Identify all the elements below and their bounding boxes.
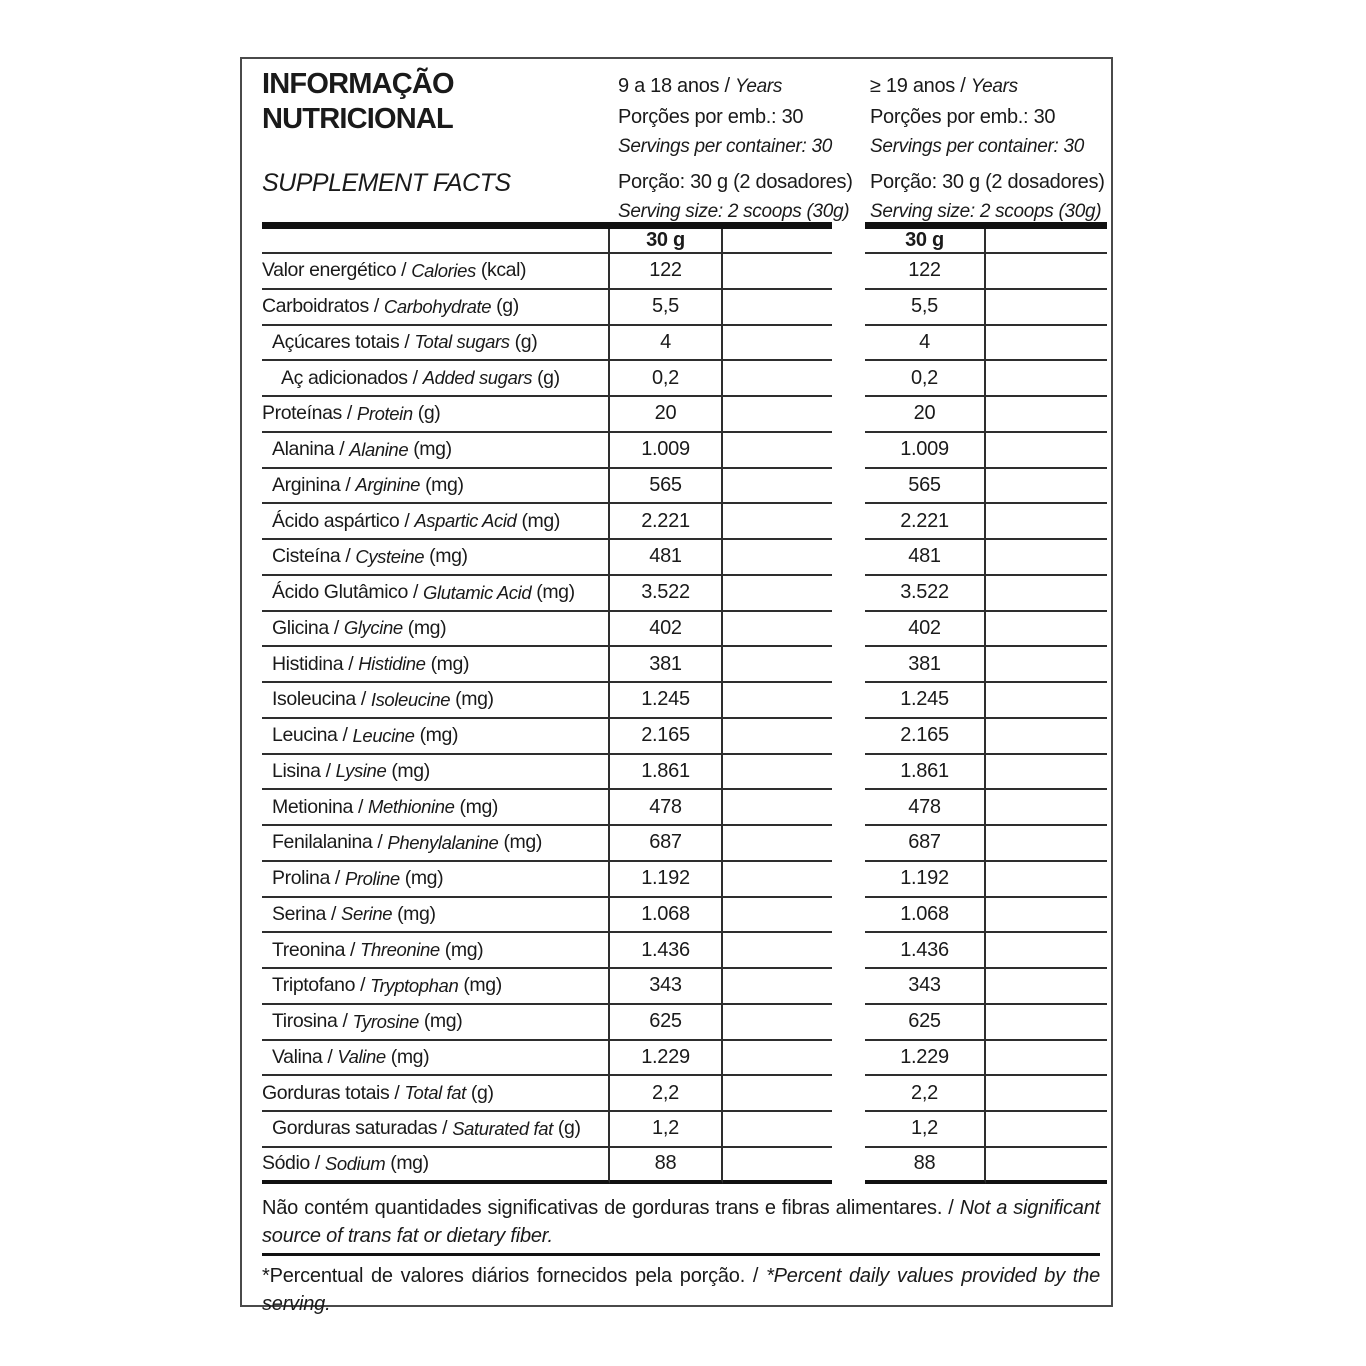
dv-cell-9-18 [723, 576, 832, 612]
nutrient-unit: (kcal) [480, 259, 527, 282]
table-header-row [262, 229, 1107, 254]
column-gap [832, 254, 865, 290]
table-row [262, 933, 1107, 969]
serving-size-pt: Porção: 30 g (2 dosadores) [618, 171, 853, 193]
nutrient-name-en: Glutamic Acid [423, 581, 532, 603]
dv-cell-9-18 [723, 826, 832, 862]
dv-cell-19plus [986, 576, 1107, 612]
column-gap [832, 612, 865, 648]
amount-cell-9-18: 4 [610, 326, 723, 362]
nutrient-name-pt: Valina / [272, 1045, 333, 1068]
nutrient-name-en: Leucine [352, 724, 415, 746]
nutrient-name-en: Methionine [368, 796, 455, 818]
table-row [262, 361, 1107, 397]
table-row [262, 683, 1107, 719]
dv-cell-9-18 [723, 397, 832, 433]
amount-cell-9-18: 1.192 [610, 862, 723, 898]
amount-cell-9-18: 1.068 [610, 898, 723, 934]
servings-per-container-pt: Porções por emb.: 30 [870, 106, 1056, 128]
amount-cell-19plus: 1.068 [865, 898, 986, 934]
table-row [262, 755, 1107, 791]
table-row [262, 290, 1107, 326]
column-gap [832, 647, 865, 683]
nutrient-name-pt: Açúcares totais / [272, 330, 410, 353]
nutrient-label [262, 1076, 610, 1112]
amount-cell-19plus: 625 [865, 1005, 986, 1041]
dv-cell-9-18 [723, 1148, 832, 1184]
amount-cell-9-18: 1.229 [610, 1041, 723, 1077]
amount-header-9-18: 30 g [610, 229, 723, 254]
serving-size-en: Serving size: 2 scoops (30g) [870, 201, 1102, 222]
table-row [262, 576, 1107, 612]
nutrient-unit: (mg) [423, 1010, 463, 1033]
nutrient-name-pt: Carboidratos / [262, 295, 379, 318]
column-gap [832, 1005, 865, 1041]
header-spacer [262, 229, 610, 254]
dv-cell-9-18 [723, 326, 832, 362]
dv-cell-19plus [986, 540, 1107, 576]
dv-cell-19plus [986, 647, 1107, 683]
dv-cell-9-18 [723, 612, 832, 648]
nutrient-label [262, 504, 610, 540]
amount-cell-19plus: 1.009 [865, 433, 986, 469]
column-gap [832, 1112, 865, 1148]
age-range-en: Years [970, 76, 1018, 97]
table-row [262, 254, 1107, 290]
column-gap [832, 719, 865, 755]
table-row [262, 1112, 1107, 1148]
nutrient-name-pt: Sódio / [262, 1152, 320, 1175]
table-row [262, 540, 1107, 576]
table-row [262, 612, 1107, 648]
column-gap [832, 397, 865, 433]
nutrient-unit: (mg) [419, 724, 459, 747]
nutrient-unit: (g) [514, 330, 538, 353]
amount-cell-19plus: 1.436 [865, 933, 986, 969]
nutrient-name-en: Added sugars [422, 367, 533, 389]
amount-cell-19plus: 4 [865, 326, 986, 362]
amount-cell-9-18: 687 [610, 826, 723, 862]
dv-cell-9-18 [723, 683, 832, 719]
nutrient-label [262, 683, 610, 719]
column-gap [832, 1076, 865, 1112]
age-range [618, 71, 868, 102]
age-range [870, 71, 1120, 102]
nutrient-label [262, 969, 610, 1005]
nutrient-name-pt: Alanina / [272, 438, 345, 461]
dv-cell-19plus [986, 1112, 1107, 1148]
dv-cell-19plus [986, 755, 1107, 791]
nutrient-name-en: Serine [341, 903, 393, 925]
dv-cell-9-18 [723, 540, 832, 576]
age-range-en: Years [735, 76, 783, 97]
nutrient-name-pt: Proteínas / [262, 402, 352, 425]
nutrient-unit: (g) [470, 1081, 494, 1104]
nutrient-unit: (mg) [503, 831, 542, 854]
table-row [262, 397, 1107, 433]
column-gap [832, 576, 865, 612]
nutrient-name-en: Protein [356, 402, 413, 424]
dv-cell-19plus [986, 862, 1107, 898]
nutrient-unit: (mg) [463, 974, 502, 997]
column-gap [832, 898, 865, 934]
dv-cell-19plus [986, 933, 1107, 969]
amount-cell-19plus: 1.245 [865, 683, 986, 719]
nutrient-label [262, 933, 610, 969]
panel-subtitle: SUPPLEMENT FACTS [262, 169, 511, 197]
serving-size-en: Serving size: 2 scoops (30g) [618, 201, 850, 222]
table-row [262, 790, 1107, 826]
dv-cell-9-18 [723, 862, 832, 898]
dv-cell-19plus [986, 433, 1107, 469]
amount-cell-9-18: 20 [610, 397, 723, 433]
nutrient-name-pt: Serina / [272, 902, 337, 925]
table-top-rule-right [865, 222, 1107, 229]
nutrition-facts-panel [240, 57, 1113, 1315]
amount-cell-9-18: 565 [610, 469, 723, 505]
dv-cell-9-18 [723, 898, 832, 934]
nutrient-unit: (mg) [397, 902, 436, 925]
amount-cell-9-18: 88 [610, 1148, 723, 1184]
age-group-9-18-header [618, 71, 868, 227]
dv-cell-19plus [986, 1148, 1107, 1184]
amount-cell-9-18: 343 [610, 969, 723, 1005]
amount-header-19plus: 30 g [865, 229, 986, 254]
table-row [262, 469, 1107, 505]
amount-cell-9-18: 3.522 [610, 576, 723, 612]
dv-cell-9-18 [723, 1005, 832, 1041]
dv-cell-19plus [986, 683, 1107, 719]
dv-cell-9-18 [723, 1076, 832, 1112]
nutrient-unit: (mg) [390, 1152, 429, 1175]
nutrient-name-en: Saturated fat [452, 1117, 553, 1139]
amount-cell-9-18: 478 [610, 790, 723, 826]
column-gap [832, 826, 865, 862]
table-row [262, 826, 1107, 862]
dv-cell-19plus [986, 1076, 1107, 1112]
nutrient-name-en: Carbohydrate [383, 295, 492, 317]
amount-cell-19plus: 1,2 [865, 1112, 986, 1148]
nutrient-name-pt: Lisina / [272, 759, 331, 782]
column-gap [832, 326, 865, 362]
footnote-percent-dv-pt: *Percentual de valores diários fornecidos pela porção. / [262, 1265, 759, 1287]
amount-cell-9-18: 2.165 [610, 719, 723, 755]
dv-cell-19plus [986, 326, 1107, 362]
nutrient-name-pt: Gorduras saturadas / [272, 1117, 448, 1140]
column-gap [832, 683, 865, 719]
amount-cell-9-18: 1,2 [610, 1112, 723, 1148]
serving-size-pt: Porção: 30 g (2 dosadores) [870, 171, 1105, 193]
nutrient-unit: (mg) [391, 759, 430, 782]
amount-cell-9-18: 625 [610, 1005, 723, 1041]
nutrient-label [262, 826, 610, 862]
dv-cell-19plus [986, 254, 1107, 290]
amount-cell-19plus: 5,5 [865, 290, 986, 326]
nutrient-label [262, 290, 610, 326]
nutrient-unit: (mg) [521, 509, 560, 532]
dv-cell-9-18 [723, 361, 832, 397]
panel-title [262, 67, 454, 137]
column-gap [832, 790, 865, 826]
amount-cell-19plus: 88 [865, 1148, 986, 1184]
nutrient-name-pt: Metionina / [272, 795, 363, 818]
table-row [262, 1076, 1107, 1112]
nutrient-label [262, 790, 610, 826]
nutrient-name-en: Total fat [404, 1082, 466, 1104]
amount-cell-19plus: 687 [865, 826, 986, 862]
amount-cell-9-18: 0,2 [610, 361, 723, 397]
dv-cell-19plus [986, 790, 1107, 826]
dv-header-19plus [986, 229, 1107, 254]
amount-cell-19plus: 3.522 [865, 576, 986, 612]
table-row [262, 504, 1107, 540]
nutrient-name-pt: Glicina / [272, 616, 339, 639]
amount-cell-9-18: 402 [610, 612, 723, 648]
amount-cell-9-18: 1.436 [610, 933, 723, 969]
table-row [262, 647, 1107, 683]
table-row [262, 719, 1107, 755]
servings-per-container-pt: Porções por emb.: 30 [618, 106, 804, 128]
amount-cell-19plus: 478 [865, 790, 986, 826]
nutrient-name-en: Tyrosine [352, 1010, 419, 1032]
nutrient-name-en: Lysine [335, 760, 387, 782]
nutrient-unit: (mg) [455, 688, 494, 711]
column-gap [832, 969, 865, 1005]
table-row [262, 1005, 1107, 1041]
nutrient-name-en: Aspartic Acid [414, 510, 517, 532]
footnote-no-significant-en: Not a significant source of trans fat or dietary fiber. [262, 1197, 1100, 1247]
table-row [262, 433, 1107, 469]
nutrient-label [262, 361, 610, 397]
amount-cell-19plus: 2,2 [865, 1076, 986, 1112]
dv-cell-9-18 [723, 433, 832, 469]
nutrient-name-pt: Cisteína / [272, 545, 351, 568]
nutrient-name-en: Tryptophan [370, 974, 459, 996]
nutrient-name-pt: Gorduras totais / [262, 1081, 400, 1104]
amount-cell-9-18: 381 [610, 647, 723, 683]
amount-cell-9-18: 122 [610, 254, 723, 290]
amount-cell-19plus: 122 [865, 254, 986, 290]
footnote-percent-dv-en: *Percent daily values provided by the serving. [262, 1265, 1100, 1315]
dv-cell-9-18 [723, 933, 832, 969]
dv-cell-19plus [986, 469, 1107, 505]
dv-cell-9-18 [723, 290, 832, 326]
nutrient-name-en: Histidine [358, 653, 426, 675]
amount-cell-9-18: 1.245 [610, 683, 723, 719]
amount-cell-19plus: 2.221 [865, 504, 986, 540]
dv-cell-9-18 [723, 719, 832, 755]
nutrient-unit: (mg) [444, 938, 484, 961]
nutrient-label [262, 1005, 610, 1041]
column-gap [832, 540, 865, 576]
nutrient-name-en: Alanine [349, 438, 409, 460]
table-row [262, 969, 1107, 1005]
column-gap [832, 933, 865, 969]
nutrient-name-pt: Valor energético / [262, 259, 407, 282]
footnote-no-significant [262, 1195, 1100, 1250]
dv-cell-19plus [986, 397, 1107, 433]
nutrient-label [262, 540, 610, 576]
amount-cell-19plus: 565 [865, 469, 986, 505]
column-gap [832, 755, 865, 791]
column-gap [832, 504, 865, 540]
nutrient-unit: (mg) [536, 581, 575, 604]
footnote-no-significant-pt: Não contém quantidades significativas de gorduras trans e fibras alimentares. / [262, 1197, 954, 1219]
nutrient-label [262, 755, 610, 791]
table-top-rule-left [262, 222, 832, 229]
column-gap [832, 290, 865, 326]
nutrient-name-en: Phenylalanine [387, 831, 499, 853]
amount-cell-19plus: 1.229 [865, 1041, 986, 1077]
nutrient-label [262, 898, 610, 934]
nutrient-name-pt: Histidina / [272, 652, 354, 675]
nutrient-label [262, 469, 610, 505]
amount-cell-9-18: 1.861 [610, 755, 723, 791]
dv-cell-19plus [986, 969, 1107, 1005]
nutrient-name-pt: Prolina / [272, 867, 340, 890]
nutrient-name-en: Sodium [324, 1152, 386, 1174]
nutrient-unit: (mg) [407, 616, 447, 639]
amount-cell-19plus: 2.165 [865, 719, 986, 755]
nutrient-name-pt: Arginina / [272, 473, 351, 496]
table-row [262, 1148, 1107, 1184]
dv-cell-19plus [986, 898, 1107, 934]
table-row [262, 326, 1107, 362]
column-gap [832, 229, 865, 254]
nutrient-unit: (g) [496, 295, 519, 318]
amount-cell-19plus: 0,2 [865, 361, 986, 397]
amount-cell-19plus: 343 [865, 969, 986, 1005]
nutrient-name-pt: Aç adicionados / [281, 366, 418, 389]
dv-cell-19plus [986, 290, 1107, 326]
dv-cell-9-18 [723, 469, 832, 505]
nutrient-label [262, 612, 610, 648]
nutrient-name-pt: Triptofano / [272, 974, 366, 997]
table-row [262, 862, 1107, 898]
nutrient-label [262, 719, 610, 755]
nutrient-unit: (mg) [429, 545, 468, 568]
amount-cell-9-18: 2,2 [610, 1076, 723, 1112]
nutrient-unit: (mg) [404, 867, 444, 890]
nutrient-unit: (mg) [430, 652, 470, 675]
nutrition-rows [262, 254, 1107, 1184]
nutrient-name-en: Total sugars [414, 331, 510, 353]
nutrient-label [262, 254, 610, 290]
nutrient-label [262, 576, 610, 612]
amount-cell-19plus: 481 [865, 540, 986, 576]
column-gap [832, 469, 865, 505]
nutrient-label [262, 433, 610, 469]
nutrient-label [262, 326, 610, 362]
dv-cell-19plus [986, 826, 1107, 862]
servings-per-container-en: Servings per container: 30 [870, 136, 1084, 157]
nutrient-name-pt: Fenilalanina / [272, 831, 383, 854]
nutrient-unit: (mg) [425, 473, 464, 496]
nutrient-name-en: Isoleucine [370, 688, 451, 710]
amount-cell-9-18: 2.221 [610, 504, 723, 540]
amount-cell-19plus: 402 [865, 612, 986, 648]
dv-cell-19plus [986, 1041, 1107, 1077]
dv-cell-9-18 [723, 504, 832, 540]
servings-per-container-en: Servings per container: 30 [618, 136, 832, 157]
amount-cell-19plus: 20 [865, 397, 986, 433]
column-gap [832, 1148, 865, 1184]
dv-cell-9-18 [723, 755, 832, 791]
nutrient-name-en: Proline [344, 867, 400, 889]
nutrient-name-en: Arginine [355, 474, 421, 496]
nutrient-name-en: Valine [337, 1046, 386, 1068]
dv-cell-9-18 [723, 647, 832, 683]
amount-cell-9-18: 481 [610, 540, 723, 576]
nutrient-unit: (g) [557, 1117, 581, 1140]
amount-cell-19plus: 1.192 [865, 862, 986, 898]
column-gap [832, 433, 865, 469]
nutrient-name-pt: Ácido Glutâmico / [272, 581, 419, 604]
nutrient-name-en: Glycine [343, 617, 403, 639]
dv-cell-9-18 [723, 1112, 832, 1148]
nutrient-name-en: Calories [411, 259, 476, 281]
dv-cell-19plus [986, 612, 1107, 648]
nutrient-unit: (mg) [390, 1045, 430, 1068]
nutrient-name-pt: Isoleucina / [272, 688, 366, 711]
nutrient-unit: (g) [537, 366, 560, 389]
nutrient-unit: (mg) [413, 438, 452, 461]
dv-cell-19plus [986, 504, 1107, 540]
column-gap [832, 361, 865, 397]
dv-cell-9-18 [723, 969, 832, 1005]
column-gap [832, 862, 865, 898]
nutrient-label [262, 1112, 610, 1148]
nutrient-label [262, 1148, 610, 1184]
dv-cell-9-18 [723, 1041, 832, 1077]
nutrient-name-pt: Treonina / [272, 938, 356, 961]
panel-title-line2: NUTRICIONAL [262, 103, 453, 135]
column-gap [832, 1041, 865, 1077]
nutrient-label [262, 397, 610, 433]
nutrient-name-pt: Ácido aspártico / [272, 509, 410, 532]
dv-cell-19plus [986, 1005, 1107, 1041]
age-range-pt: ≥ 19 anos / [870, 75, 966, 97]
nutrient-label [262, 647, 610, 683]
footnote-percent-dv [262, 1263, 1100, 1318]
age-range-pt: 9 a 18 anos / [618, 75, 730, 97]
nutrient-label [262, 1041, 610, 1077]
amount-cell-9-18: 1.009 [610, 433, 723, 469]
dv-cell-19plus [986, 719, 1107, 755]
footnote-divider-rule [262, 1253, 1100, 1256]
nutrient-name-pt: Leucina / [272, 724, 348, 747]
table-row [262, 1041, 1107, 1077]
nutrient-name-en: Threonine [360, 939, 440, 961]
table-row [262, 898, 1107, 934]
dv-cell-9-18 [723, 254, 832, 290]
nutrient-unit: (mg) [459, 795, 498, 818]
amount-cell-9-18: 5,5 [610, 290, 723, 326]
nutrient-name-pt: Tirosina / [272, 1010, 348, 1033]
dv-cell-19plus [986, 361, 1107, 397]
dv-header-9-18 [723, 229, 832, 254]
amount-cell-19plus: 381 [865, 647, 986, 683]
amount-cell-19plus: 1.861 [865, 755, 986, 791]
nutrient-label [262, 862, 610, 898]
age-group-19plus-header [870, 71, 1120, 227]
nutrient-name-en: Cysteine [355, 545, 425, 567]
nutrient-unit: (g) [417, 402, 441, 425]
panel-title-line1: INFORMAÇÃO [262, 68, 454, 100]
dv-cell-9-18 [723, 790, 832, 826]
